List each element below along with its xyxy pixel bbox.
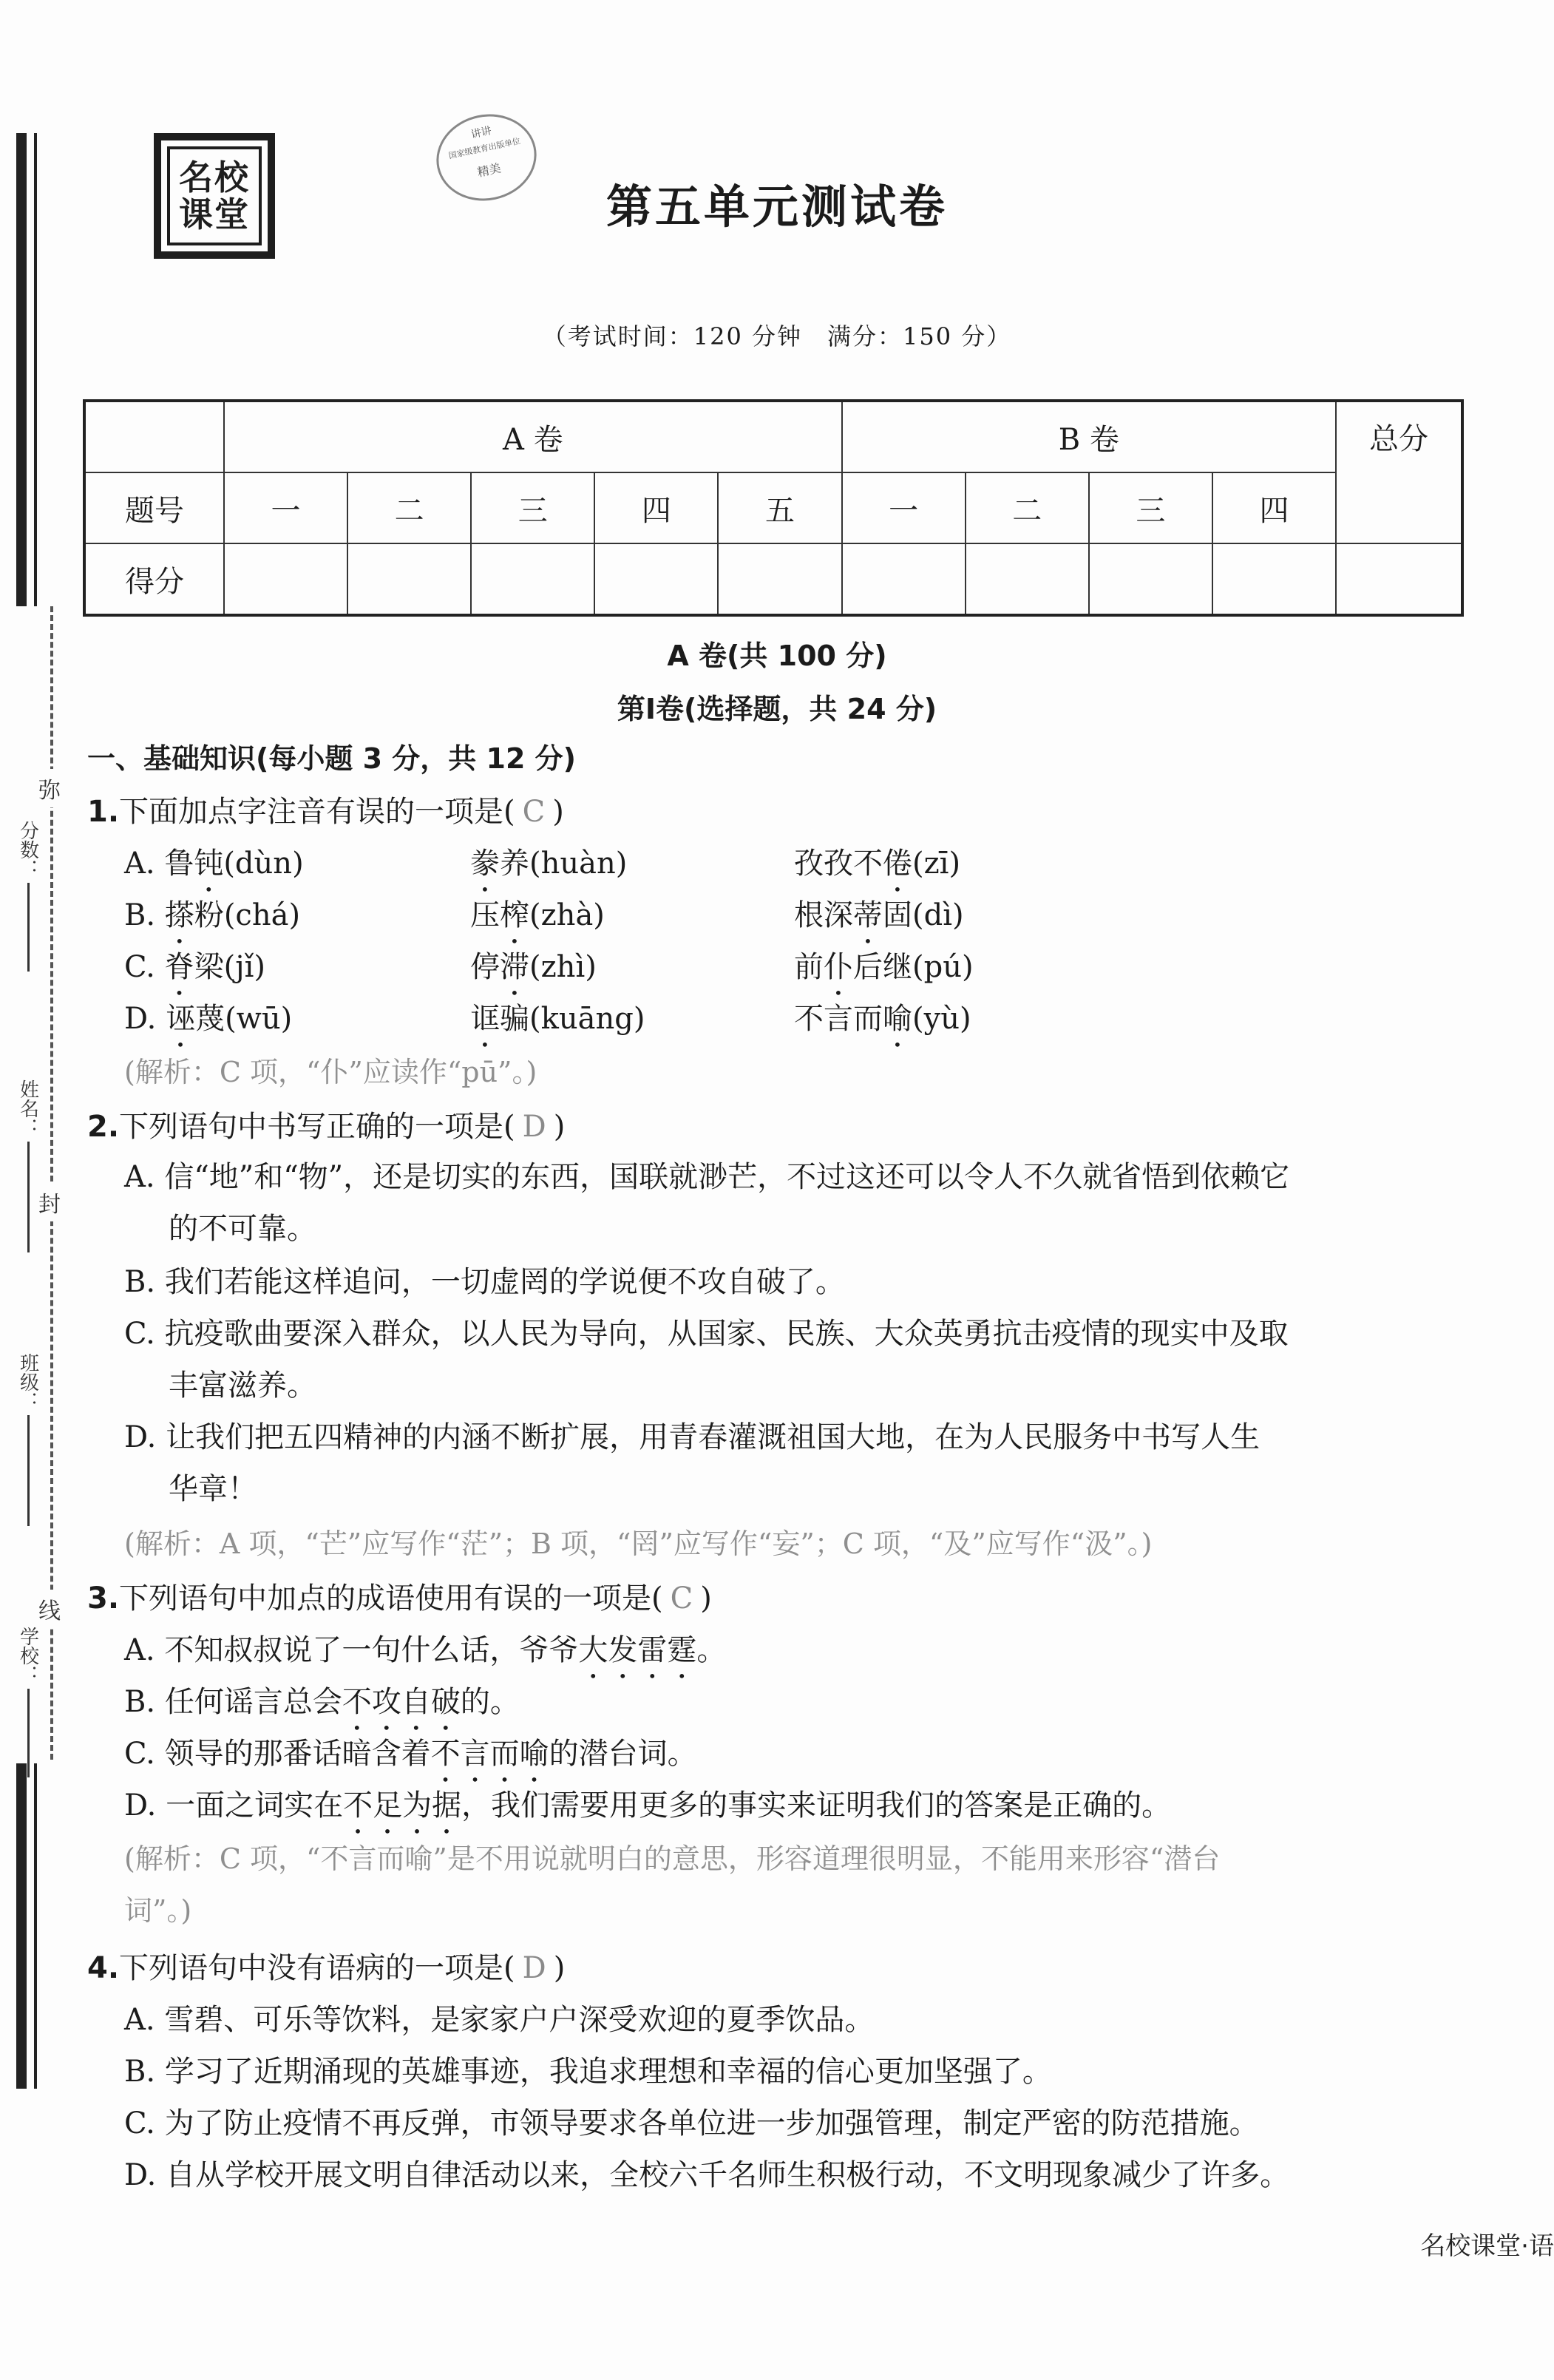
a-score-4[interactable] [594,543,718,615]
q1-option-d1: D. 诬蔑(wū) [124,1002,293,1036]
seal-char-2: 封 [38,1183,61,1221]
q2-option-d-line2: 华章！ [169,1472,257,1506]
binding-bar-lower-thin [34,1763,37,2089]
q3-option-a: A. 不知叔叔说了一句什么话，爷爷大发雷霆。 [124,1633,727,1667]
q1-option-b3: 根深蒂固(dì) [794,898,964,932]
name-field[interactable] [7,1079,49,1252]
q1-option-a1: A. 鲁钝(dùn) [124,847,304,881]
answer-4: D [522,1951,546,1985]
b-item-2: 二 [966,472,1089,543]
exam-info: （考试时间：120 分钟 满分：150 分） [542,322,1012,350]
a-score-2[interactable] [347,543,471,615]
q4-option-b: B. 学习了近期涌现的英雄事迹，我追求理想和幸福的信心更加坚强了。 [124,2055,1052,2089]
q2-option-d-line1: D. 让我们把五四精神的内涵不断扩展，用青春灌溉祖国大地，在为人民服务中书写人生 [124,1420,1260,1454]
q1-option-c2: 停滞(zhì) [470,950,597,984]
part1-title: 第Ⅰ卷(选择题，共 24 分) [617,693,937,725]
q1-option-b2: 压榨(zhà) [470,898,605,932]
q4-option-d: D. 自从学校开展文明自律活动以来，全校六千名师生积极行动，不文明现象减少了许多。 [124,2158,1290,2192]
a-score-1[interactable] [224,543,347,615]
q2-option-c-line1: C. 抗疫歌曲要深入群众，以人民为导向，从国家、民族、大众英勇抗击疫情的现实中及取 [124,1317,1289,1351]
q1-analysis: (解析：C 项，“仆”应读作“pū”。) [124,1056,537,1088]
q4-option-c: C. 为了防止疫情不再反弹，市领导要求各单位进一步加强管理，制定严密的防范措施。 [124,2106,1259,2140]
a-item-5: 五 [718,472,841,543]
total-score[interactable] [1336,543,1462,615]
b-score-4[interactable] [1212,543,1336,615]
a-item-2: 二 [347,472,471,543]
section-b-header: B 卷 [842,401,1336,472]
q2-option-b: B. 我们若能这样追问，一切虚罔的学说便不攻自破了。 [124,1265,845,1299]
badge-line1: 讲讲 [469,125,493,141]
seal-char-1: 弥 [38,769,61,807]
a-score-5[interactable] [718,543,841,615]
b-item-4: 四 [1212,472,1336,543]
question-2: 2.下列语句中书写正确的一项是( D ) [87,1110,566,1144]
q1-option-d3: 不言而喻(yù) [794,1002,971,1036]
row-question-number: 题号 [84,472,224,543]
total-header: 总分 [1336,401,1462,543]
row-score: 得分 [84,543,224,615]
class-field[interactable] [7,1353,49,1526]
name-field-label: 姓名： [16,1079,39,1137]
school-field-label: 学校： [16,1627,39,1684]
q4-option-a: A. 雪碧、可乐等饮料，是家家户户深受欢迎的夏季饮品。 [124,2003,875,2037]
a-score-3[interactable] [471,543,594,615]
a-item-3: 三 [471,472,594,543]
q3-analysis-line2: 词”。) [124,1894,192,1927]
page-title: 第五单元测试卷 [605,180,948,234]
binding-bar-lower [16,1763,27,2089]
badge-line2: 国家级教育出版单位 [447,136,522,161]
q1-option-d2: 诓骗(kuāng) [470,1002,645,1036]
q3-analysis-line1: (解析：C 项，“不言而喻”是不用说就明白的意思，形容道理很明显，不能用来形容“潜台 [124,1842,1221,1875]
q1-option-c1: C. 脊梁(jǐ) [124,950,266,984]
badge-line3: 精美 [475,160,503,180]
q2-option-a-line2: 的不可靠。 [169,1212,316,1246]
q1-option-a2: 豢养(huàn) [470,847,628,881]
b-score-3[interactable] [1089,543,1212,615]
q1-option-c3: 前仆后继(pú) [794,950,974,984]
q2-option-c-line2: 丰富滋养。 [169,1369,316,1403]
logo-line1: 名校 [179,157,250,197]
q2-analysis: (解析：A 项，“芒”应写作“茫”；B 项，“罔”应写作“妄”；C 项，“及”应写作“汲”。) [124,1528,1153,1560]
b-item-3: 三 [1089,472,1212,543]
section-a-title: A 卷(共 100 分) [667,640,887,672]
b-score-2[interactable] [966,543,1089,615]
section-a-header: A 卷 [224,401,842,472]
score-field-label: 分数： [16,821,39,878]
q2-option-a-line1: A. 信“地”和“物”，还是切实的东西，国联就渺芒，不过这还可以令人不久就省悟到依赖它 [124,1160,1290,1194]
logo-line2: 课堂 [179,194,250,234]
table-corner [84,401,224,472]
part1-heading: 一、基础知识(每小题 3 分，共 12 分) [87,742,576,775]
a-item-1: 一 [224,472,347,543]
school-field[interactable] [7,1627,49,1777]
seal-char-3: 线 [38,1590,61,1628]
b-score-1[interactable] [842,543,966,615]
question-3: 3.下列语句中加点的成语使用有误的一项是( C ) [87,1581,712,1616]
score-field[interactable] [7,821,49,972]
q3-option-b: B. 任何谣言总会不攻自破的。 [124,1685,520,1719]
class-field-label: 班级： [16,1353,39,1411]
page-footer: 名校课堂·语 [1420,2231,1554,2261]
answer-2: D [522,1110,546,1144]
question-1: 1.下面加点字注音有误的一项是( C ) [87,795,564,829]
score-table [83,399,1464,617]
question-4: 4.下列语句中没有语病的一项是( D ) [87,1951,566,1985]
answer-1: C [522,795,546,829]
b-item-1: 一 [842,472,966,543]
a-item-4: 四 [594,472,718,543]
answer-3: C [670,1581,693,1616]
q1-option-a3: 孜孜不倦(zī) [794,847,961,881]
q3-option-d: D. 一面之词实在不足为据，我们需要用更多的事实来证明我们的答案是正确的。 [124,1789,1172,1823]
q3-option-c: C. 领导的那番话暗含着不言而喻的潜台词。 [124,1737,697,1771]
q1-option-b1: B. 搽粉(chá) [124,898,301,932]
